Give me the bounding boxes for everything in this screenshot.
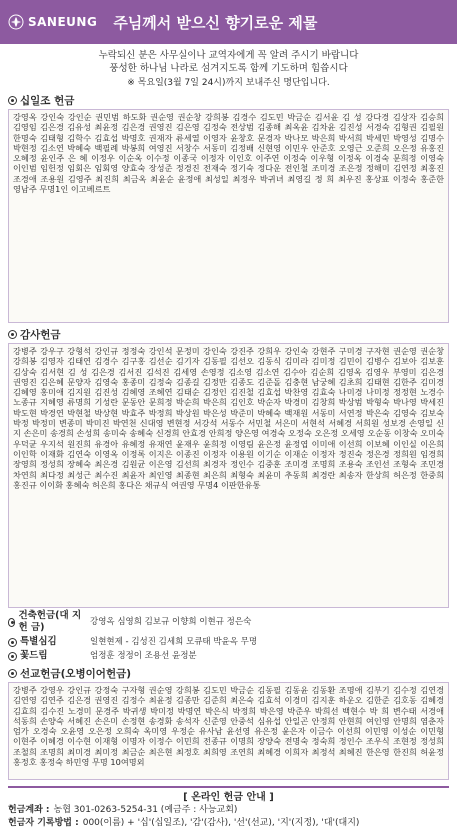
flower-label xyxy=(8,650,90,662)
method-value: 000(이름) + '십'(십일조), '감'(감사), '선'(선교), '지'(지정), '대'(대지) xyxy=(82,818,360,828)
mission-section xyxy=(8,666,449,780)
church-logo xyxy=(8,14,97,30)
special-names: 일현현제 - 김성진 김세희 모큐태 박윤옥 무명 xyxy=(90,637,258,647)
thanks-names: 강병주 강우구 강형석 강인규 정정숙 강인석 문정미 강인숙 강진주 강희우 강인숙 강현주 구미경 구자현 권순영 권순창 강희봉 김영자 김태연 김경수 김구홍 김선순 김기자 김동필 김선오 김동식 김미라 김미정 김민이 김병수 김보아 김보훈 김상숙 김서현 김 성 김은경 김서진 김석진 김세영 손영정 김소영 김소연 김수아 김순희 김영옥 김영우 부영미 김은경 권영진 김은혜 문양자 김영숙 홍종미 김정숙 김종길 김정만 김종도 김준돌 김충현 남궁혜 김초희 김태현 김한주 김미경 김혜영 홍미애 김지원 김진성 김혜영 조혜연 김태순 김정인 김진철 김효섭 박찬영 김효숙 나미경 나미정 정정현 노경수 노종규 지혜영 류명희 기성란 문동안 문희정 박순희 박은희 김인호 박순자 박경미 김창희 박상범 박형숙 박나영 박세진 박도현 박경연 박현철 박상현 박효주 박정희 박상원 박은성 박준미 박혜숙 백재원 서동미 서연정 박은숙 김영숙 김보숙 박정 박정미 변종미 박미진 박연천 신대영 변현정 서강석 서동수 서민철 서은미 서현석 서혜경 서희원 성보경 손영일 신 지 손은미 송경희 손성희 송미숙 송혜숙 신경희 안효경 안희정 양은영 여경숙 오정숙 오은정 오세영 오순동 이창숙 오미숙 우덕균 우지석 원진희 유경아 유혜정 유재연 윤재우 윤희정 이영림 윤은정 윤정엽 이미애 이선희 이보혜 이인실 이은희 이인학 이재화 김연숙 이영옥 이정록 이지은 이종진 이정자 이용원 이기순 이재순 이정자 정진숙 정은경 정희원 임경희 장영희 정성희 장혜숙 최은경 김원균 이은영 김선희 최경자 정인수 김중훈 조미경 조명희 조용숙 조인선 조형숙 조민경 차연희 최다정 최성근 최수진 최윤자 최인영 최종현 최은희 최형숙 최윤미 추동희 최경란 최송자 한상희 허은정 한중희 홍진규 이이화 홍혜숙 허은희 홍다은 채규식 여권영 무명4 이판한유통 xyxy=(8,343,449,608)
intro-text xyxy=(0,44,457,75)
thanks-heading-text: 감사헌금 xyxy=(20,329,61,341)
flower-heading-text: 꽃드림 xyxy=(20,650,48,661)
tithe-heading xyxy=(8,93,449,108)
page-title: 주님께서 받으신 향기로운 제물 xyxy=(113,13,318,32)
flower-names: 엄정훈 정정이 조용선 윤정분 xyxy=(90,651,197,661)
target-bullet-icon xyxy=(8,618,15,627)
tithe-heading-text: 십일조 헌금 xyxy=(20,95,75,107)
target-bullet-icon xyxy=(8,638,17,647)
notice-text: ※ 목요일(3월 7일 24시)까지 보내주신 명단입니다. xyxy=(127,78,330,88)
account-row xyxy=(8,804,449,817)
building-heading-text: 건축헌금(대 지 헌 금) xyxy=(18,610,82,633)
header-banner xyxy=(0,0,457,44)
target-bullet-icon xyxy=(8,652,17,661)
intro-line-1: 누락되신 분은 사무실이나 교역자에게 꼭 알려 주시기 바랍니다 xyxy=(98,50,359,61)
flower-row xyxy=(8,650,449,662)
building-row xyxy=(8,610,449,634)
special-label xyxy=(8,636,90,648)
logo-text: SANEUNG xyxy=(28,15,98,29)
special-row xyxy=(8,636,449,648)
target-bullet-icon xyxy=(8,96,17,105)
online-offering-guide xyxy=(8,786,449,830)
tithe-names: 강영옥 강인숙 강인순 권민범 하도화 권순영 권순창 강희봉 김경수 김도민 박금순 김서윤 김 성 강다경 김상자 김승희 김영임 김은경 김유성 최윤정 김은경 권영진 김은영 김정숙 전상범 김종해 최옥윤 김차윤 김진성 서경숙 김형권 김필원 한명숙 김태형 김학수 김효섭 박명호 권재자 류세열 이영자 윤창호 문경자 박나모 박은희 박서희 박세민 박영성 김명수 박현정 김소연 박혜숙 백필례 박봉희 여영진 서창수 서동미 김정배 신현영 이민우 안준호 오영근 오준희 오은정 유홍진 오혜정 윤인주 은 혜 이정우 이순옥 이수정 이종국 이정자 이인호 이주연 이정숙 이우형 이정옥 이경숙 문희정 이영숙 이인범 임헌정 임회은 임회영 양효숙 장성준 정경진 전재숙 정기숙 정다운 전인철 조미경 조은정 정해미 김연정 최홍진 조경애 조용원 김영주 최진희 최금옥 최윤순 윤정애 최성일 최정우 박귀녀 최영길 정 희 최우진 홍상표 이정숙 홍준한 영남주 무명1인 이고베르트 xyxy=(8,109,449,323)
method-label: 헌금자 기록방법 : xyxy=(8,818,79,828)
special-heading-text: 특별심김 xyxy=(20,636,57,647)
method-row xyxy=(8,817,449,830)
target-bullet-icon xyxy=(8,330,17,339)
building-label xyxy=(8,610,90,634)
mission-heading xyxy=(8,666,449,681)
tithe-section xyxy=(8,93,449,323)
footer-title: [ 온라인 헌금 안내 ] xyxy=(183,792,274,803)
building-names: 강영옥 심영희 김보규 이향희 이현규 정은숙 xyxy=(90,617,252,627)
target-bullet-icon xyxy=(8,669,17,678)
account-value: 농협 301-0263-5254-31 (예금주 : 사능교회) xyxy=(53,805,238,815)
account-label: 헌금계좌 : xyxy=(8,805,50,815)
thanks-heading xyxy=(8,327,449,342)
intro-line-2: 풍성한 하나님 나라로 섬겨지도록 함께 기도하며 힘씁시다 xyxy=(109,63,348,74)
mission-heading-text: 선교헌금(오병이어헌금) xyxy=(20,668,132,680)
mission-names: 강병주 강영우 강인규 강정숙 구자형 권순영 강희봉 김도민 박금순 김동필 김동윤 김동환 조명애 김부기 김수정 김연경 김연영 김연주 김은경 권영진 김정수 최윤정 김종만 김준희 최은숙 김효석 이경미 김지훈 하운오 김한준 김호동 김혜경 김효희 김수진 노경미 문경주 박귀생 박미정 박명연 박은식 박정희 박은영 박준우 박희선 백현수 박 희 변수태 서경애 석동희 손양숙 서혜진 손은미 손정현 송경화 송석자 신준영 안중석 심유섭 안일곤 안정희 안현희 여인영 안명희 염춘자 엄가 오경숙 오윤영 오은정 오희숙 옥미영 우정순 유사남 윤선영 유은정 윤은자 이금수 이선희 이민영 이성순 이민형 이현주 이혜경 이수현 이재형 이명자 이정수 이민희 전종규 이명희 장양숙 전명숙 정숙희 정인수 조우식 조현정 정성희 조철희 조명희 최미경 최미정 최금순 최은현 최정호 최희영 조연희 최혜경 이희자 최정석 최혜진 한은영 한진희 허윤정 홍정호 홍정숙 하민영 무명 10여명외 xyxy=(8,682,449,780)
flower-logo-icon xyxy=(8,14,24,30)
thanks-section xyxy=(8,327,449,608)
